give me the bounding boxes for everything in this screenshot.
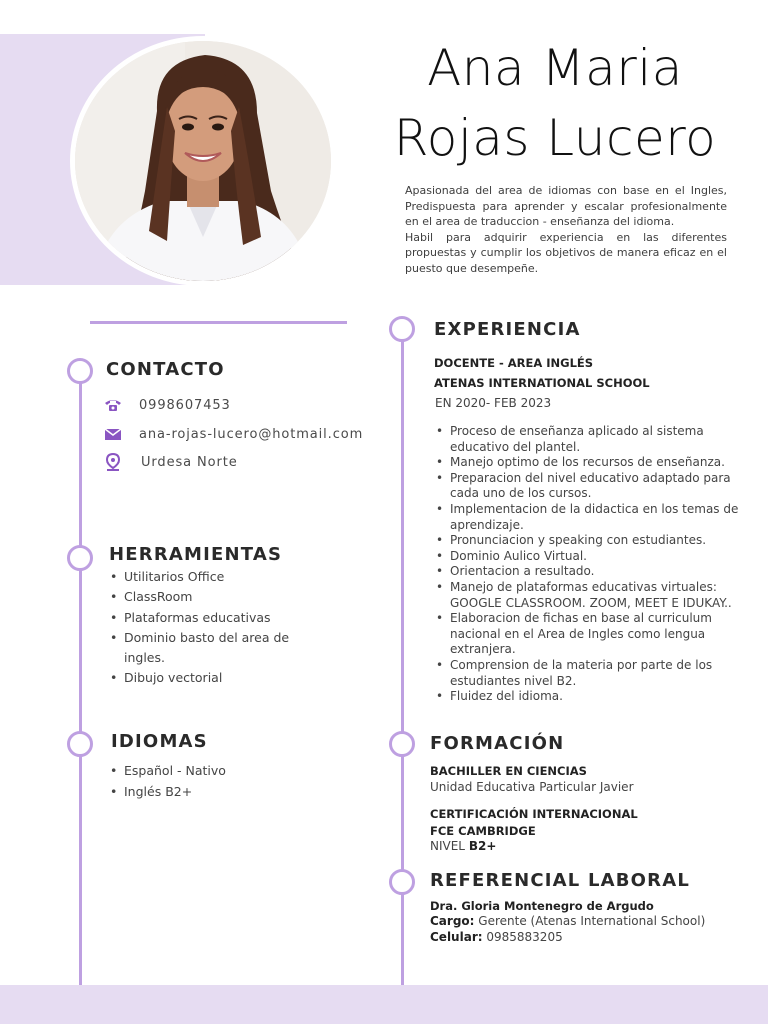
list-item: • Fluidez del idioma.: [434, 689, 739, 705]
contact-location: Urdesa Norte: [141, 454, 238, 470]
contact-heading: CONTACTO: [106, 359, 225, 380]
reference-name: Dra. Gloria Montenegro de Argudo: [430, 899, 654, 913]
experience-period: EN 2020- FEB 2023: [435, 396, 552, 410]
mail-icon: [103, 425, 123, 443]
experience-role: DOCENTE - AREA INGLÉS: [434, 356, 594, 370]
timeline-node-languages: [67, 731, 93, 757]
education-heading: FORMACIÓN: [430, 733, 565, 754]
languages-heading: IDIOMAS: [111, 731, 208, 752]
profile-summary: Apasionada del area de idiomas con base en el Ingles, Predispuesta para aprender y escalar profesionalmente en el area de traduccion - enseñanza del idioma. Habil para adquirir experiencia en las diferentes propuestas y cumplir los objetivos de manera eficaz en el puesto que desempeñe.: [405, 184, 727, 275]
experience-list: [434, 424, 739, 705]
location-pin-icon: [103, 453, 123, 471]
footer-band: [0, 985, 768, 1024]
reference-phone-label: Celular:: [430, 930, 483, 944]
list-item: • Comprension de la materia por parte de los estudiantes nivel B2.: [434, 658, 739, 689]
reference-phone-value[interactable]: 0985883205: [486, 930, 563, 944]
education-cert-title: CERTIFICACIÓN INTERNACIONAL: [430, 807, 638, 821]
contact-email[interactable]: ana-rojas-lucero@hotmail.com: [139, 426, 364, 442]
list-item: • Manejo optimo de los recursos de enseñanza.: [434, 455, 739, 471]
education-level-label: NIVEL: [430, 839, 465, 853]
timeline-node-tools: [67, 545, 93, 571]
languages-list: [108, 761, 308, 802]
contact-email-row: [103, 425, 363, 443]
education-degree: BACHILLER EN CIENCIAS: [430, 764, 587, 778]
list-item: • Elaboracion de fichas en base al curriculum nacional en el Area de Ingles como lengua extranjera.: [434, 611, 739, 658]
contact-location-row: [103, 453, 238, 471]
list-item: • Utilitarios Office: [108, 567, 308, 587]
list-item: • Dibujo vectorial: [108, 668, 308, 688]
portrait-illustration: [75, 41, 331, 281]
timeline-node-education: [389, 731, 415, 757]
timeline-node-experience: [389, 316, 415, 342]
list-item: • Dominio Aulico Virtual.: [434, 549, 739, 565]
timeline-node-reference: [389, 869, 415, 895]
reference-heading: REFERENCIAL LABORAL: [430, 870, 691, 891]
name-first: Ana Maria: [427, 39, 683, 97]
education-level: [430, 839, 496, 853]
list-item: • Inglés B2+: [108, 782, 308, 803]
list-item: • ClassRoom: [108, 587, 308, 607]
experience-heading: EXPERIENCIA: [434, 319, 581, 340]
list-item: • Plataformas educativas: [108, 608, 308, 628]
tools-heading: HERRAMIENTAS: [109, 544, 283, 565]
contact-phone-row: [103, 396, 231, 414]
reference-role: [430, 914, 705, 928]
education-level-value: B2+: [468, 839, 497, 853]
contact-phone[interactable]: 0998607453: [139, 397, 231, 413]
education-school: Unidad Educativa Particular Javier: [430, 780, 634, 794]
reference-phone: [430, 930, 563, 944]
profile-photo: [75, 41, 331, 281]
reference-role-label: Cargo:: [430, 914, 475, 928]
education-cert-name: FCE CAMBRIDGE: [430, 824, 536, 838]
tools-list: [108, 567, 308, 689]
list-item: • Implementacion de la didactica en los temas de aprendizaje.: [434, 502, 739, 533]
list-item: • Manejo de plataformas educativas virtuales: GOOGLE CLASSROOM. ZOOM, MEET E IDUKAY..: [434, 580, 739, 611]
list-item: • Español - Nativo: [108, 761, 308, 782]
name-last: Rojas Lucero: [393, 109, 717, 167]
phone-icon: [103, 396, 123, 414]
experience-company: ATENAS INTERNATIONAL SCHOOL: [434, 376, 650, 390]
list-item: • Dominio basto del area de ingles.: [108, 628, 308, 669]
timeline-node-contact: [67, 358, 93, 384]
left-timeline-line: [79, 370, 82, 985]
list-item: • Orientacion a resultado.: [434, 564, 739, 580]
section-divider: [90, 321, 347, 324]
list-item: • Proceso de enseñanza aplicado al sistema educativo del plantel.: [434, 424, 739, 455]
reference-role-value: Gerente (Atenas International School): [478, 914, 706, 928]
list-item: • Pronunciacion y speaking con estudiantes.: [434, 533, 739, 549]
list-item: • Preparacion del nivel educativo adaptado para cada uno de los cursos.: [434, 471, 739, 502]
